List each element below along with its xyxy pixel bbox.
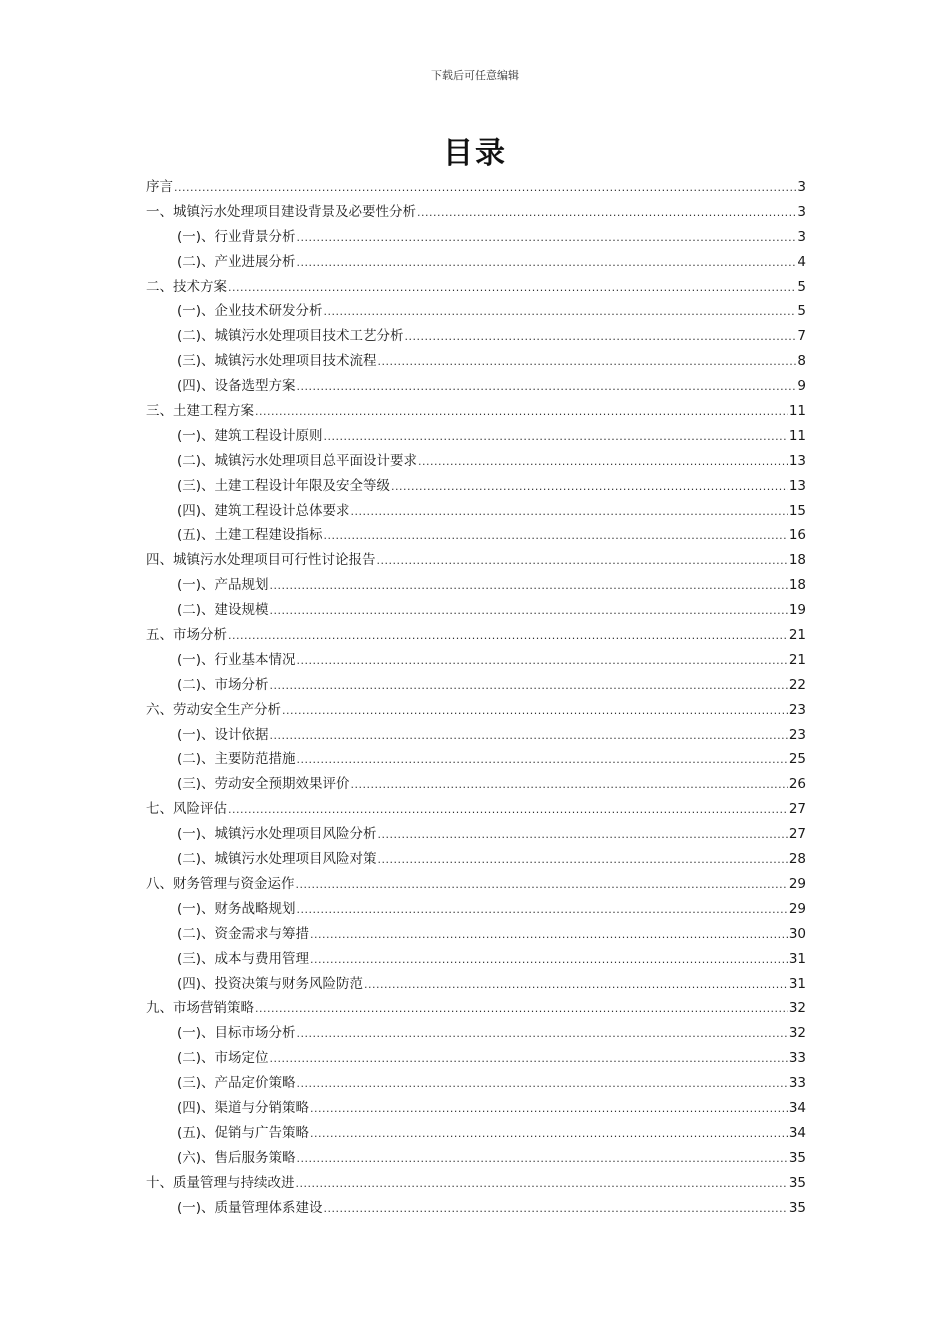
toc-entry-title: (四)、建筑工程设计总体要求 [177,502,350,519]
toc-page-number: 23 [788,701,806,718]
toc-page-number: 31 [788,975,806,992]
toc-entry[interactable] [146,299,806,324]
toc-entry-title: (三)、劳动安全预期效果评价 [177,776,350,793]
toc-dot-leader [297,375,797,400]
toc-entry[interactable] [146,648,806,673]
toc-entry-title: (四)、渠道与分销策略 [177,1099,310,1116]
toc-dot-leader [324,300,797,325]
toc-dot-leader [378,823,788,848]
toc-page-number: 9 [797,378,806,395]
toc-dot-leader [270,674,788,699]
toc-entry[interactable] [146,424,806,449]
toc-entry-title: (二)、城镇污水处理项目总平面设计要求 [177,452,418,469]
toc-entry-title: (二)、市场分析 [177,676,269,693]
toc-page-number: 21 [788,627,806,644]
toc-entry-title: (二)、城镇污水处理项目技术工艺分析 [177,328,404,345]
toc-dot-leader [377,549,788,574]
toc-page-number: 16 [788,527,806,544]
toc-page-number: 28 [788,851,806,868]
toc-entry[interactable] [146,996,806,1021]
toc-entry-title: (三)、土建工程设计年限及安全等级 [177,477,391,494]
toc-dot-leader [297,748,788,773]
toc-dot-leader [391,475,788,500]
toc-page-number: 35 [788,1174,806,1191]
toc-entry[interactable] [146,1096,806,1121]
toc-entry-title: 六、劳动安全生产分析 [146,701,281,718]
toc-entry[interactable] [146,897,806,922]
toc-dot-leader [270,599,788,624]
toc-entry-title: 八、财务管理与资金运作 [146,875,295,892]
toc-page-number: 29 [788,900,806,917]
toc-entry[interactable] [146,175,806,200]
toc-entry-title: (三)、成本与费用管理 [177,950,310,967]
toc-entry[interactable] [146,399,806,424]
toc-entry-title: (三)、城镇污水处理项目技术流程 [177,353,377,370]
toc-page-number: 3 [797,179,806,195]
toc-entry-title: 五、市场分析 [146,627,227,644]
toc-entry-title: (一)、质量管理体系建设 [177,1199,323,1216]
toc-entry-title: 七、风险评估 [146,801,227,818]
toc-entry-title: (一)、目标市场分析 [177,1025,296,1042]
toc-page-number: 32 [788,1025,806,1042]
toc-dot-leader [297,1022,788,1047]
toc-entry-title: (二)、资金需求与筹措 [177,925,310,942]
toc-dot-leader [310,1122,788,1147]
table-of-contents [146,175,806,1220]
toc-dot-leader [310,1097,788,1122]
toc-entry[interactable] [146,772,806,797]
toc-entry[interactable] [146,1021,806,1046]
toc-page-number: 29 [788,875,806,892]
toc-entry[interactable] [146,947,806,972]
toc-entry-title: 四、城镇污水处理项目可行性讨论报告 [146,552,376,569]
toc-entry-title: 十、质量管理与持续改进 [146,1174,295,1191]
toc-entry-title: (六)、售后服务策略 [177,1149,296,1166]
toc-dot-leader [228,624,788,649]
toc-entry-title: (一)、城镇污水处理项目风险分析 [177,826,377,843]
toc-entry[interactable] [146,723,806,748]
toc-entry[interactable] [146,972,806,997]
toc-page-number: 3 [797,228,806,245]
toc-dot-leader [255,400,788,425]
toc-entry[interactable] [146,673,806,698]
toc-page-number: 18 [788,552,806,569]
toc-entry[interactable] [146,1121,806,1146]
toc-entry[interactable] [146,922,806,947]
toc-dot-leader [282,699,788,724]
toc-dot-leader [297,251,797,276]
toc-dot-leader [351,500,788,525]
toc-entry[interactable] [146,548,806,573]
toc-entry-title: (五)、促销与广告策略 [177,1124,310,1141]
toc-page-number: 34 [788,1099,806,1116]
toc-entry[interactable] [146,1171,806,1196]
toc-entry[interactable] [146,847,806,872]
toc-page-number: 18 [788,577,806,594]
toc-dot-leader [310,923,788,948]
toc-entry-title: (四)、投资决策与财务风险防范 [177,975,364,992]
toc-page-number: 23 [788,726,806,743]
toc-dot-leader [378,848,788,873]
toc-page-number: 8 [797,353,806,370]
toc-entry-title: 二、技术方案 [146,278,227,295]
toc-dot-leader [174,176,796,201]
toc-page-number: 34 [788,1124,806,1141]
toc-dot-leader [364,973,788,998]
toc-dot-leader [297,1147,788,1172]
toc-entry[interactable] [146,349,806,374]
toc-page-number: 35 [788,1149,806,1166]
toc-dot-leader [297,898,788,923]
toc-page-number: 15 [788,502,806,519]
toc-entry[interactable] [146,1196,806,1221]
toc-page-number: 33 [788,1075,806,1092]
toc-entry-title: (二)、主要防范措施 [177,751,296,768]
toc-page-number: 32 [788,1000,806,1017]
toc-dot-leader [296,1172,788,1197]
toc-entry[interactable] [146,499,806,524]
toc-entry-title: (二)、建设规模 [177,602,269,619]
toc-page-number: 19 [788,602,806,619]
toc-entry-title: (三)、产品定价策略 [177,1075,296,1092]
toc-entry[interactable] [146,623,806,648]
toc-entry[interactable] [146,200,806,225]
toc-dot-leader [270,724,788,749]
toc-entry[interactable] [146,797,806,822]
toc-dot-leader [417,201,796,226]
toc-dot-leader [255,997,788,1022]
toc-page-number: 13 [788,477,806,494]
toc-dot-leader [310,948,788,973]
toc-entry[interactable] [146,1071,806,1096]
toc-entry[interactable] [146,1146,806,1171]
toc-page-number: 22 [788,676,806,693]
toc-entry-title: (一)、建筑工程设计原则 [177,427,323,444]
toc-entry-title: 三、土建工程方案 [146,403,254,420]
toc-dot-leader [324,1197,788,1222]
toc-dot-leader [228,798,788,823]
toc-title: 目录 [443,136,507,171]
toc-entry-title: 一、城镇污水处理项目建设背景及必要性分析 [146,203,416,220]
toc-entry-title: (一)、行业基本情况 [177,651,296,668]
toc-dot-leader [351,773,788,798]
toc-entry-title: (四)、设备选型方案 [177,378,296,395]
toc-dot-leader [418,450,788,475]
toc-page-number: 4 [797,253,806,270]
toc-dot-leader [228,276,796,301]
toc-entry[interactable] [146,374,806,399]
toc-entry[interactable] [146,598,806,623]
toc-dot-leader [378,350,797,375]
toc-page-number: 33 [788,1050,806,1067]
toc-entry[interactable] [146,872,806,897]
toc-page-number: 27 [788,801,806,818]
toc-entry[interactable] [146,250,806,275]
toc-entry-title: (二)、城镇污水处理项目风险对策 [177,851,377,868]
toc-entry-title: (一)、产品规划 [177,577,269,594]
toc-page-number: 25 [788,751,806,768]
toc-page-number: 5 [797,303,806,320]
toc-page-number: 7 [797,328,806,345]
toc-dot-leader [297,1072,788,1097]
toc-entry[interactable] [146,324,806,349]
toc-entry[interactable] [146,275,806,300]
toc-entry-title: (二)、产业进展分析 [177,253,296,270]
toc-page-number: 3 [797,203,806,220]
toc-entry-title: (一)、财务战略规划 [177,900,296,917]
toc-entry[interactable] [146,225,806,250]
toc-entry[interactable] [146,523,806,548]
toc-dot-leader [297,226,797,251]
toc-page-number: 31 [788,950,806,967]
toc-page-number: 5 [797,278,806,295]
toc-dot-leader [270,1047,788,1072]
toc-page-number: 27 [788,826,806,843]
toc-entry[interactable] [146,474,806,499]
toc-entry[interactable] [146,449,806,474]
toc-entry[interactable] [146,747,806,772]
toc-page-number: 35 [788,1199,806,1216]
toc-dot-leader [270,574,788,599]
toc-entry-title: 九、市场营销策略 [146,1000,254,1017]
toc-page-number: 13 [788,452,806,469]
toc-entry[interactable] [146,698,806,723]
toc-page-number: 11 [788,427,806,444]
header-note: 下载后可任意编辑 [431,69,519,82]
toc-entry[interactable] [146,1046,806,1071]
toc-entry-title: (一)、设计依据 [177,726,269,743]
toc-dot-leader [324,524,788,549]
toc-entry-title: (五)、土建工程建设指标 [177,527,323,544]
toc-dot-leader [297,649,788,674]
toc-entry[interactable] [146,822,806,847]
toc-page-number: 11 [788,403,806,420]
toc-page-number: 21 [788,651,806,668]
toc-entry-title: (一)、企业技术研发分析 [177,303,323,320]
toc-page-number: 30 [788,925,806,942]
toc-dot-leader [296,873,788,898]
toc-dot-leader [324,425,788,450]
toc-entry-title: (二)、市场定位 [177,1050,269,1067]
toc-dot-leader [405,325,797,350]
toc-entry-title: 序言 [146,179,173,195]
toc-entry-title: (一)、行业背景分析 [177,228,296,245]
toc-page-number: 26 [788,776,806,793]
toc-entry[interactable] [146,573,806,598]
